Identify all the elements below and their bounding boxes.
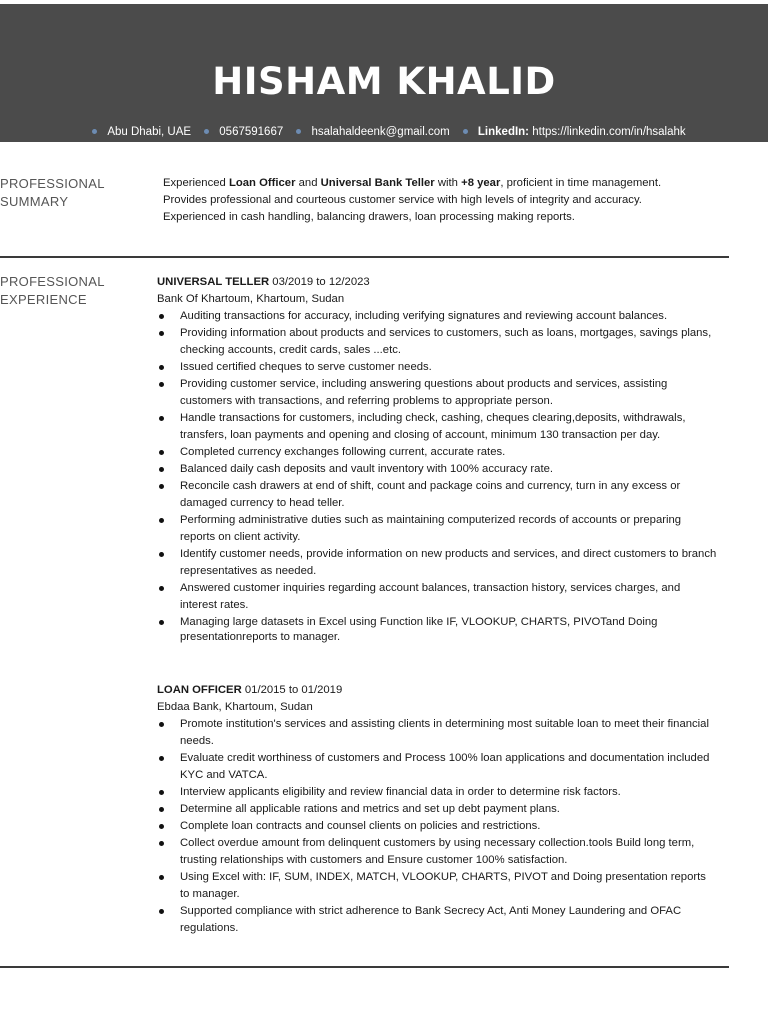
- summary-text-part: and: [295, 177, 321, 189]
- section-divider: [0, 256, 729, 258]
- phone-bullet-icon: [204, 129, 209, 134]
- location: Abu Dhabi, UAE: [107, 126, 192, 138]
- job-entry: [157, 274, 717, 644]
- summary-label-line2: SUMMARY: [0, 194, 69, 209]
- summary-line-1: [163, 175, 723, 192]
- duty-item: Auditing transactions for accuracy, including verifying signatures and reviewing account balances.: [157, 308, 717, 325]
- job-dates: 03/2019 to 12/2023: [269, 276, 370, 288]
- duty-item: Performing administrative duties such as maintaining computerized records of accounts or preparing reports on client activity.: [157, 512, 717, 546]
- summary-text: [163, 175, 723, 226]
- candidate-name: HISHAM KHALID: [212, 60, 556, 103]
- linkedin-label: LinkedIn:: [477, 126, 530, 138]
- duty-item: Balanced daily cash deposits and vault inventory with 100% accuracy rate.: [157, 461, 717, 478]
- phone: 0567591667: [219, 126, 284, 138]
- duty-item: Managing large datasets in Excel using Function like IF, VLOOKUP, CHARTS, PIVOTand Doing presentationreports to manager.: [157, 614, 717, 644]
- summary-section-label: [0, 175, 140, 211]
- summary-label-line1: PROFESSIONAL: [0, 176, 105, 191]
- duty-item: Promote institution's services and assisting clients in determining most suitable loan to meet their financial needs.: [157, 716, 717, 750]
- experience-section-label: [0, 273, 140, 309]
- duty-item: Collect overdue amount from delinquent customers by using necessary collection.tools Build long term, trusting relationships with customers and Ensure customer 100% satisfaction.: [157, 835, 717, 869]
- duty-item: Interview applicants eligibility and review financial data in order to determine risk factors.: [157, 784, 717, 801]
- duty-item: Determine all applicable rations and metrics and set up debt payment plans.: [157, 801, 717, 818]
- experience-label-line2: EXPERIENCE: [0, 292, 87, 307]
- job-duties-list: [157, 716, 717, 937]
- summary-highlight-bank-teller: Universal Bank Teller: [320, 177, 435, 189]
- job-heading: [157, 682, 717, 699]
- duty-item: Handle transactions for customers, including check, cashing, cheques clearing,deposits, withdrawals, transfers, loan payments and opening and closing of account, minimum 130 transaction per day.: [157, 410, 717, 444]
- linkedin-link[interactable]: https://linkedin.com/in/hsalahk: [532, 126, 686, 138]
- email-link[interactable]: hsalahaldeenk@gmail.com: [311, 126, 450, 138]
- duty-item: Answered customer inquiries regarding account balances, transaction history, services charges, and interest rates.: [157, 580, 717, 614]
- job-title: LOAN OFFICER: [157, 684, 242, 696]
- summary-line-2: Provides professional and courteous customer service with high levels of integrity and accuracy.: [163, 194, 642, 206]
- duty-item: Complete loan contracts and counsel clients on policies and restrictions.: [157, 818, 717, 835]
- summary-highlight-years: +8 year: [461, 177, 501, 189]
- summary-highlight-loan-officer: Loan Officer: [228, 177, 296, 189]
- summary-text-part: , proficient in time management.: [500, 177, 662, 189]
- job-duties-list: [157, 308, 717, 644]
- duty-item: Issued certified cheques to serve customer needs.: [157, 359, 717, 376]
- resume-header: [0, 4, 768, 142]
- summary-text-part: Experienced: [163, 177, 229, 189]
- contact-line: [0, 126, 768, 138]
- job-dates: 01/2015 to 01/2019: [241, 684, 343, 696]
- job-heading: [157, 274, 717, 291]
- duty-item: Completed currency exchanges following current, accurate rates.: [157, 444, 717, 461]
- duty-item: Identify customer needs, provide information on new products and services, and direct customers to branch representatives as needed.: [157, 546, 717, 580]
- job-employer: Ebdaa Bank, Khartoum, Sudan: [157, 701, 313, 713]
- email-bullet-icon: [296, 129, 301, 134]
- job-entry: [157, 682, 717, 937]
- linkedin-bullet-icon: [463, 129, 468, 134]
- duty-item: Providing information about products and services to customers, such as loans, mortgages, savings plans, checking accounts, credit cards, sales ...etc.: [157, 325, 717, 359]
- summary-text-part: with: [434, 177, 462, 189]
- duty-item: Providing customer service, including answering questions about products and services, assisting customers with transactions, and referring problems to appropriate person.: [157, 376, 717, 410]
- job-title: UNIVERSAL TELLER: [157, 276, 270, 288]
- duty-item: Using Excel with: IF, SUM, INDEX, MATCH, VLOOKUP, CHARTS, PIVOT and Doing presentation reports to manager.: [157, 869, 717, 903]
- summary-line-3: Experienced in cash handling, balancing drawers, loan processing making reports.: [163, 211, 575, 223]
- duty-item: Evaluate credit worthiness of customers and Process 100% loan applications and documentation included KYC and VATCA.: [157, 750, 717, 784]
- experience-label-line1: PROFESSIONAL: [0, 274, 105, 289]
- section-divider: [0, 966, 729, 968]
- duty-item: Supported compliance with strict adherence to Bank Secrecy Act, Anti Money Laundering and OFAC regulations.: [157, 903, 717, 937]
- job-employer: Bank Of Khartoum, Khartoum, Sudan: [157, 293, 345, 305]
- duty-item: Reconcile cash drawers at end of shift, count and package coins and currency, turn in any excess or damaged currency to head teller.: [157, 478, 717, 512]
- location-bullet-icon: [92, 129, 97, 134]
